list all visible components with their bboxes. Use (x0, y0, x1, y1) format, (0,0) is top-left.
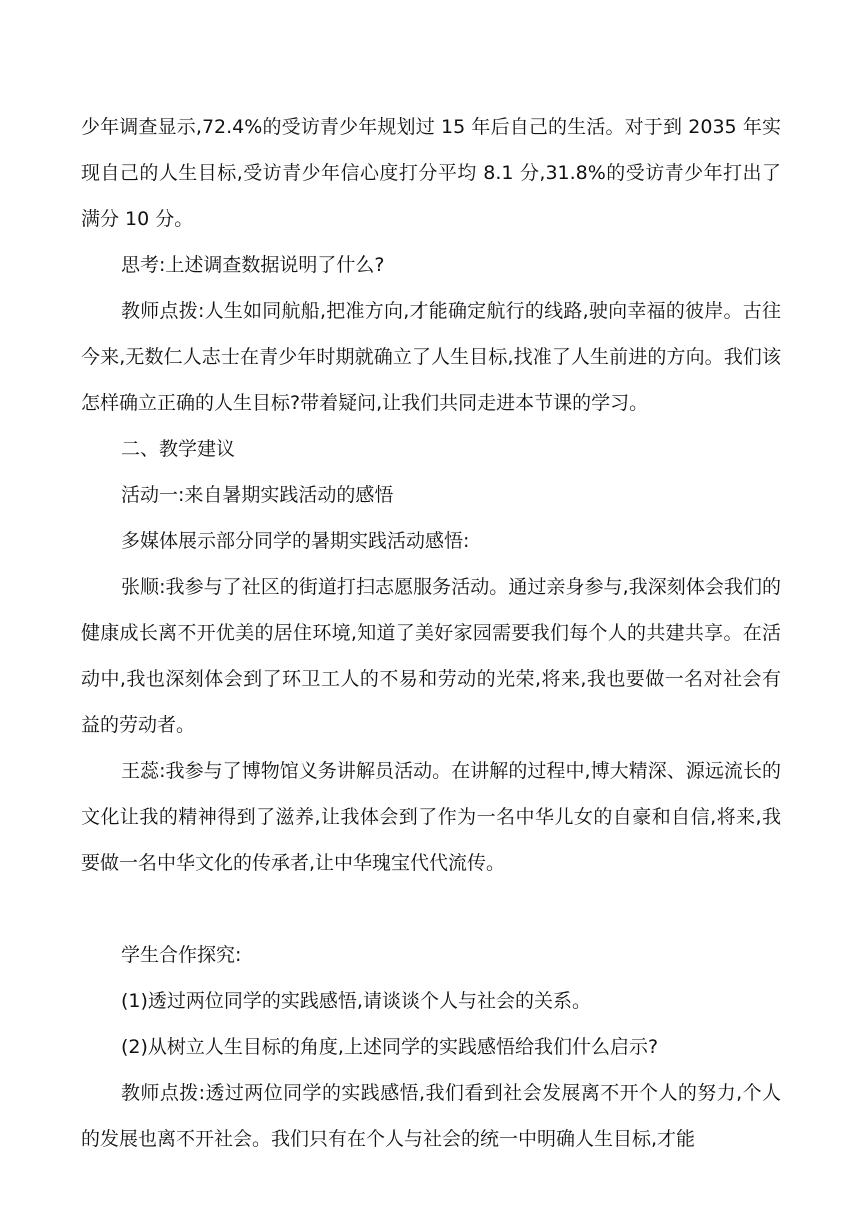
document-page (81, 104, 781, 1162)
question-2: (2)从树立人生目标的角度,上述同学的实践感悟给我们什么启示? (121, 1036, 659, 1058)
thinking-question: 思考:上述调查数据说明了什么? (121, 254, 385, 276)
student-reflection-zhangshun: 张顺:我参与了社区的街道打扫志愿服务活动。通过亲身参与,我深刻体会我们的健康成长离不开优美的居住环境,知道了美好家园需要我们每个人的共建共享。在活动中,我也深刻体会到了环卫工人的不易和劳动的光荣,将来,我也要做一名对社会有益的劳动者。 (81, 576, 781, 736)
section-heading: 二、教学建议 (121, 438, 236, 460)
survey-paragraph: 少年调查显示,72.4%的受访青少年规划过 15 年后自己的生活。对于到 2035 年实现自己的人生目标,受访青少年信心度打分平均 8.1 分,31.8%的受访青少年打出了满分 10 分。 (81, 116, 781, 230)
question-1: (1)透过两位同学的实践感悟,请谈谈个人与社会的关系。 (121, 990, 591, 1012)
multimedia-intro: 多媒体展示部分同学的暑期实践活动感悟: (121, 530, 470, 552)
student-reflection-wangrui: 王蕊:我参与了博物馆义务讲解员活动。在讲解的过程中,博大精深、源远流长的文化让我的精神得到了滋养,让我体会到了作为一名中华儿女的自豪和自信,将来,我要做一名中华文化的传承者,让中华瑰宝代代流传。 (81, 760, 781, 874)
teacher-guidance-conclusion: 教师点拨:透过两位同学的实践感悟,我们看到社会发展离不开个人的努力,个人的发展也离不开社会。我们只有在个人与社会的统一中明确人生目标,才能 (81, 1082, 781, 1150)
teacher-guidance-paragraph: 教师点拨:人生如同航船,把准方向,才能确定航行的线路,驶向幸福的彼岸。古往今来,无数仁人志士在青少年时期就确立了人生目标,找准了人生前进的方向。我们该怎样确立正确的人生目标?带着疑问,让我们共同走进本节课的学习。 (81, 300, 781, 414)
cooperative-inquiry-heading: 学生合作探究: (121, 944, 242, 966)
activity-title: 活动一:来自暑期实践活动的感悟 (121, 484, 394, 506)
blank-line (81, 886, 781, 932)
